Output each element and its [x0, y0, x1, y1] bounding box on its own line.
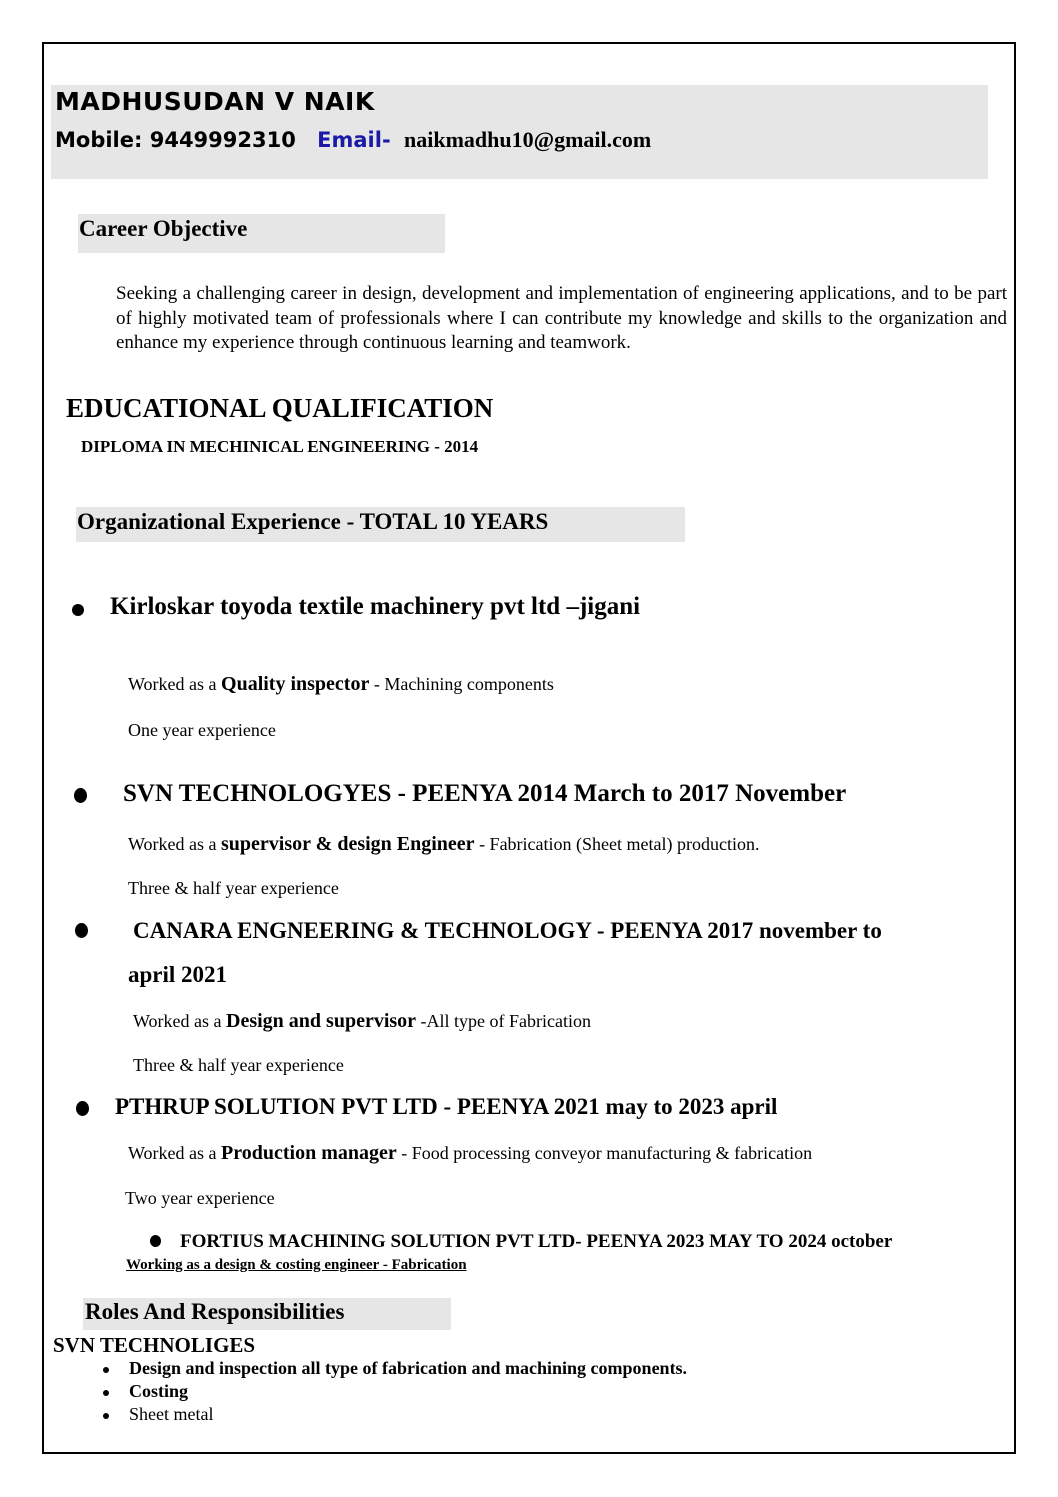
job-role: Quality inspector [221, 673, 370, 695]
mobile-label: Mobile: [55, 128, 143, 152]
contact-line [55, 127, 651, 153]
education-title: EDUCATIONAL QUALIFICATION [66, 393, 494, 423]
job-role-line: Worked as a supervisor & design Engineer - Fabrication (Sheet metal) production. [128, 833, 760, 855]
bullet-icon [103, 1390, 109, 1396]
job-company: CANARA ENGNEERING & TECHNOLOGY - PEENYA 2017 november to [133, 918, 882, 943]
bullet-icon [103, 1413, 109, 1419]
candidate-name: MADHUSUDAN V NAIK [55, 87, 375, 116]
bullet-icon [75, 923, 88, 938]
job-company: Kirloskar toyoda textile machinery pvt ltd –jigani [110, 593, 641, 620]
bullet-icon [103, 1367, 109, 1373]
roles-company: SVN TECHNOLIGES [53, 1333, 256, 1357]
job-role: Production manager [221, 1142, 397, 1164]
bullet-icon [74, 788, 87, 803]
job-duration: Three & half year experience [128, 878, 339, 898]
bullet-icon [72, 604, 84, 616]
job-role-line: Worked as a Design and supervisor -All type of Fabrication [133, 1010, 592, 1032]
job-role-line: Worked as a Production manager - Food processing conveyor manufacturing & fabrication [128, 1142, 813, 1164]
job-duration: One year experience [128, 720, 276, 740]
job-company-line2: april 2021 [128, 962, 228, 987]
job-role: Design and supervisor [226, 1010, 417, 1032]
roles-title: Roles And Responsibilities [85, 1299, 345, 1324]
email-label: Email- [317, 128, 391, 152]
job-company: PTHRUP SOLUTION PVT LTD - PEENYA 2021 may to 2023 april [115, 1094, 778, 1119]
job-duration: Two year experience [125, 1188, 275, 1208]
job-role: supervisor & design Engineer [221, 833, 475, 855]
education-item: DIPLOMA IN MECHINICAL ENGINEERING - 2014 [81, 437, 479, 456]
job-company: SVN TECHNOLOGYES - PEENYA 2014 March to 2017 November [123, 780, 847, 807]
job-company: FORTIUS MACHINING SOLUTION PVT LTD- PEENYA 2023 MAY TO 2024 october [180, 1231, 893, 1252]
mobile-value: 9449992310 [149, 128, 296, 152]
job-role-line: Working as a design & costing engineer - Fabrication [126, 1257, 467, 1273]
career-objective-title: Career Objective [79, 216, 248, 241]
bullet-icon [76, 1101, 89, 1116]
career-objective-text: Seeking a challenging career in design, development and implementation of engineering applications, and to be part of highly motivated team of professionals where I can contribute my knowledge and skills to the organization and enhance my experience through continuous learning and teamwork. [116, 283, 1007, 353]
role-item: Sheet metal [129, 1404, 214, 1424]
email-value[interactable]: naikmadhu10@gmail.com [403, 127, 652, 152]
bullet-icon [150, 1235, 161, 1247]
experience-title: Organizational Experience - TOTAL 10 YEARS [77, 509, 549, 534]
job-duration: Three & half year experience [133, 1055, 344, 1075]
job-role-line: Worked as a Quality inspector - Machining components [128, 673, 554, 695]
role-item: Design and inspection all type of fabrication and machining components. [129, 1358, 688, 1378]
role-item: Costing [129, 1381, 189, 1401]
